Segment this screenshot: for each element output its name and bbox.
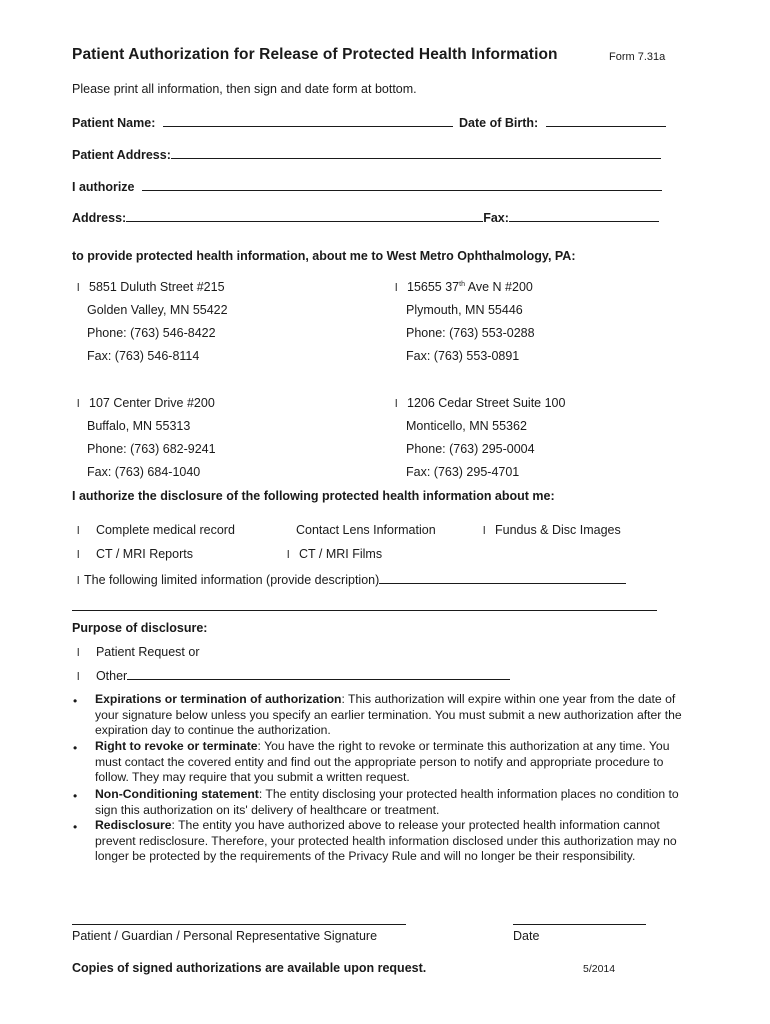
- provide-statement: to provide protected health information, about me to West Metro Ophthalmology, PA:: [72, 249, 576, 263]
- purpose-heading: Purpose of disclosure:: [72, 621, 208, 635]
- ct-reports-option[interactable]: [77, 547, 193, 561]
- checkbox-icon[interactable]: l: [483, 525, 486, 537]
- patient-request-option[interactable]: [77, 645, 200, 659]
- form-number: Form 7.31a: [609, 51, 666, 63]
- bullet-icon: •: [73, 741, 78, 755]
- checkbox-icon[interactable]: l: [395, 398, 398, 410]
- checkbox-icon[interactable]: l: [77, 525, 80, 537]
- bullet-icon: •: [73, 820, 78, 834]
- address-label: Address:: [72, 211, 127, 225]
- location-street: 5851 Duluth Street #215: [89, 280, 225, 294]
- limited-info-field-line-2[interactable]: [72, 610, 657, 611]
- patient-address-row: [72, 146, 661, 164]
- dob-label: Date of Birth:: [459, 116, 539, 130]
- fundus-option[interactable]: [483, 523, 621, 537]
- location-3-option[interactable]: [77, 396, 215, 410]
- checkbox-icon[interactable]: l: [395, 282, 398, 294]
- checkbox-icon[interactable]: l: [77, 398, 80, 410]
- checkbox-icon[interactable]: l: [77, 282, 80, 294]
- term-revoke: Right to revoke or terminate: You have the right to revoke or terminate this authorization at any time. You must contact the covered entity and find out the appropriate person to notify and appropriate procedure to follow. They may require that you submit a written request.: [95, 739, 670, 785]
- term-expiration: Expirations or termination of authorization: This authorization will expire within one year from the date of your signature below unless you specify an earlier termination. You must submit a new authorization after the expiration day to continue the authorization.: [95, 692, 682, 738]
- location-phone: Phone: (763) 546-8422: [87, 326, 216, 340]
- bullet-icon: •: [73, 789, 78, 803]
- location-2-option[interactable]: [395, 280, 533, 294]
- signature-label: Patient / Guardian / Personal Representative Signature: [72, 929, 378, 943]
- patient-name-row: [72, 114, 453, 132]
- fax-field[interactable]: [509, 210, 659, 222]
- checkbox-icon[interactable]: l: [77, 671, 80, 683]
- authorize-row: [72, 178, 662, 196]
- option-label: CT / MRI Films: [299, 547, 383, 561]
- location-phone: Phone: (763) 682-9241: [87, 442, 216, 456]
- limited-info-option[interactable]: [77, 572, 626, 587]
- location-street: 15655 37th Ave N #200: [407, 280, 533, 294]
- form-title: Patient Authorization for Release of Protected Health Information: [72, 46, 558, 63]
- dob-field[interactable]: [546, 115, 666, 127]
- option-label: CT / MRI Reports: [95, 547, 193, 561]
- fax-label: Fax:: [483, 211, 509, 225]
- patient-name-field[interactable]: [163, 115, 453, 127]
- location-city: Golden Valley, MN 55422: [87, 303, 228, 317]
- revision-date: 5/2014: [583, 963, 616, 975]
- location-street: 107 Center Drive #200: [89, 396, 215, 410]
- patient-address-label: Patient Address:: [72, 148, 171, 162]
- checkbox-icon[interactable]: l: [77, 647, 80, 659]
- location-phone: Phone: (763) 553-0288: [406, 326, 535, 340]
- location-street: 1206 Cedar Street Suite 100: [407, 396, 566, 410]
- instructions: Please print all information, then sign and date form at bottom.: [72, 82, 417, 96]
- checkbox-icon[interactable]: l: [77, 575, 80, 587]
- patient-address-field[interactable]: [171, 147, 661, 159]
- location-fax: Fax: (763) 546-8114: [87, 349, 200, 363]
- location-4-option[interactable]: [395, 396, 565, 410]
- other-purpose-field[interactable]: [127, 668, 510, 680]
- address-row: [72, 209, 659, 227]
- ct-films-option[interactable]: [287, 547, 382, 561]
- dob-row: [459, 114, 666, 132]
- option-label: Patient Request or: [95, 645, 200, 659]
- contact-lens-option[interactable]: [296, 523, 436, 537]
- date-line[interactable]: [513, 924, 646, 925]
- location-1-option[interactable]: [77, 280, 225, 294]
- address-field[interactable]: [126, 210, 483, 222]
- signature-line[interactable]: [72, 924, 406, 925]
- checkbox-icon[interactable]: l: [287, 549, 290, 561]
- authorize-field[interactable]: [142, 179, 662, 191]
- option-label: Contact Lens Information: [296, 523, 436, 537]
- location-fax: Fax: (763) 684-1040: [87, 465, 201, 479]
- complete-record-option[interactable]: [77, 523, 235, 537]
- term-redisclosure: Redisclosure: The entity you have authorized above to release your protected health information cannot prevent redisclosure. Therefore, your protected health information disclosed under this authorization may no longer be protected by the requirements of the Privacy Rule and will no longer be their responsibility.: [95, 818, 677, 864]
- location-city: Plymouth, MN 55446: [406, 303, 523, 317]
- location-city: Monticello, MN 55362: [406, 419, 527, 433]
- limited-info-field[interactable]: [379, 572, 626, 584]
- checkbox-icon[interactable]: l: [77, 549, 80, 561]
- patient-name-label: Patient Name:: [72, 116, 156, 130]
- disclosure-heading: I authorize the disclosure of the following protected health information about me:: [72, 489, 555, 503]
- location-fax: Fax: (763) 553-0891: [406, 349, 520, 363]
- term-non-conditioning: Non-Conditioning statement: The entity disclosing your protected health information places no condition to sign this authorization on its' delivery of healthcare or treatment.: [95, 787, 679, 817]
- copies-note: Copies of signed authorizations are available upon request.: [72, 961, 427, 975]
- location-fax: Fax: (763) 295-4701: [406, 465, 520, 479]
- option-label: The following limited information (provide description): [84, 573, 380, 587]
- option-label: Other: [95, 669, 128, 683]
- bullet-icon: •: [73, 694, 78, 708]
- authorize-label: I authorize: [72, 180, 135, 194]
- option-label: Fundus & Disc Images: [495, 523, 621, 537]
- other-option[interactable]: [77, 668, 510, 683]
- location-phone: Phone: (763) 295-0004: [406, 442, 535, 456]
- date-label: Date: [513, 929, 540, 943]
- location-city: Buffalo, MN 55313: [87, 419, 191, 433]
- option-label: Complete medical record: [95, 523, 235, 537]
